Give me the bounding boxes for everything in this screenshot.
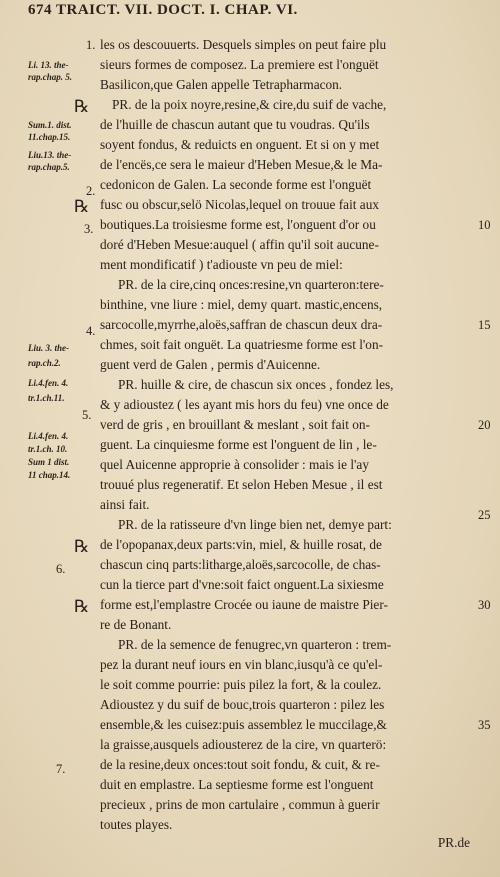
text-line: PR. de la semence de fenugrec,vn quarteron : trem- xyxy=(118,637,392,652)
text-line: la graisse,ausquels adiousterez de la cire, vn quarterö: xyxy=(100,737,387,752)
text-line: de la resine,deux onces:tout soit fondu, & cuit, & re- xyxy=(100,757,380,772)
text-line: Basilicon,que Galen appelle Tetrapharmacon. xyxy=(100,77,343,92)
margin-reference: Liu. 3. the- xyxy=(28,343,70,353)
text-line: sarcocolle,myrrhe,aloës,saffran de chascun deux dra- xyxy=(100,317,383,332)
margin-reference: rap.chap.5. xyxy=(28,162,70,172)
text-line: ainsi fait. xyxy=(100,497,150,512)
line-number: 25 xyxy=(478,508,491,522)
text-line: soyent fondus, & reduicts en onguent. Et si on y met xyxy=(100,137,380,152)
text-line: ment mondificatif ) t'adiouste vn peu de miel: xyxy=(100,257,343,272)
recipe-symbol-icon: ℞ xyxy=(74,97,90,116)
line-number: 30 xyxy=(478,598,491,612)
text-line: cedonicon de Galen. La seconde forme est l'onguët xyxy=(100,177,372,192)
text-line: Adioustez y du suif de bouc,trois quarteron : pilez les xyxy=(100,697,385,712)
text-line: doré d'Heben Mesue:auquel ( affin qu'il soit aucune- xyxy=(100,237,379,252)
text-line: cun la tierce part d'vne:soit faict onguent.La sixiesme xyxy=(100,577,384,592)
text-line: guent. La cinquiesme forme est l'onguent de lin , le- xyxy=(100,437,377,452)
text-line: sieurs formes de composez. La premiere est l'onguët xyxy=(100,57,379,72)
margin-reference: 11.chap.15. xyxy=(28,132,71,142)
text-line: le soit comme pourrie: puis pilez la fort, & la coulez. xyxy=(100,677,382,692)
text-line: precieux , prins de mon cartulaire , commun à guerir xyxy=(100,797,380,812)
section-number: 5. xyxy=(82,408,92,422)
text-line: trouué plus regeneratif. Et selon Heben Mesue , il est xyxy=(100,477,383,492)
text-line: fusc ou obscur,selö Nicolas,lequel on trouue fait aux xyxy=(100,197,379,212)
text-line: chascun cinq parts:litharge,aloës,sarcocolle, de chas- xyxy=(100,557,381,572)
section-number: 4. xyxy=(86,324,96,338)
text-line: binthine, vne liure : miel, demy quart. mastic,encens, xyxy=(100,297,383,312)
margin-reference: Li.4.fen. 4. xyxy=(28,431,69,441)
recipe-symbol-icon: ℞ xyxy=(74,537,90,556)
text-line: PR. de la ratisseure d'vn linge bien net, demye part: xyxy=(118,517,392,532)
text-line: PR. de la cire,cinq onces:resine,vn quarteron:tere- xyxy=(118,277,384,292)
section-number: 3. xyxy=(84,222,94,236)
text-line: duit en emplastre. La septiesme forme est l'onguent xyxy=(100,777,374,792)
margin-reference: rap.ch.2. xyxy=(28,358,61,368)
text-line: quel Auicenne approprie à consolider : mais ie l'ay xyxy=(100,457,369,472)
margin-reference: tr.1.ch.11. xyxy=(28,393,65,403)
section-number: 2. xyxy=(86,184,96,198)
margin-reference: Sum 1 dist. xyxy=(28,457,70,467)
line-number: 15 xyxy=(478,318,491,332)
text-line: ensemble,& les cuisez:puis assemblez le muccilage,& xyxy=(100,717,387,732)
margin-reference: 11 chap.14. xyxy=(28,470,71,480)
margin-reference: Li. 13. the- xyxy=(28,60,69,70)
text-line: verd de gris , en brouillant & meslant , soit fait on- xyxy=(100,417,370,432)
text-line: guent verd de Galen , permis d'Auicenne. xyxy=(100,357,321,372)
margin-reference: rap.chap. 5. xyxy=(28,72,73,82)
text-line: pez la durant neuf iours en vin blanc,iusqu'à ce qu'el- xyxy=(100,657,383,672)
text-line: les os descouuerts. Desquels simples on peut faire plu xyxy=(100,37,387,52)
running-header: 674 TRAICT. VII. DOCT. I. CHAP. VI. xyxy=(28,2,298,18)
section-number: 7. xyxy=(56,762,66,776)
catchword: PR.de xyxy=(437,835,470,850)
line-number: 10 xyxy=(478,218,491,232)
line-number: 35 xyxy=(478,718,491,732)
text-line: & y adioustez ( les ayant mis hors du feu) vne once de xyxy=(100,397,389,412)
text-line: de l'opopanax,deux parts:vin, miel, & huille rosat, de xyxy=(100,537,382,552)
text-line: forme est,l'emplastre Crocée ou iaune de maistre Pier- xyxy=(100,597,388,612)
line-number: 20 xyxy=(478,418,491,432)
text-line: boutiques.La troisiesme forme est, l'onguent d'or ou xyxy=(100,217,376,232)
margin-reference: Liu.13. the- xyxy=(28,150,72,160)
recipe-symbol-icon: ℞ xyxy=(74,197,90,216)
text-line: toutes playes. xyxy=(100,817,173,832)
margin-reference: Li.4.fen. 4. xyxy=(28,378,69,388)
margin-reference: tr.1.ch. 10. xyxy=(28,444,68,454)
text-line: re de Bonant. xyxy=(100,617,172,632)
text-line: PR. de la poix noyre,resine,& cire,du suif de vache, xyxy=(112,97,387,112)
margin-reference: Sum.1. dist. xyxy=(28,120,72,130)
recipe-symbol-icon: ℞ xyxy=(74,597,90,616)
section-number: 1. xyxy=(86,38,96,52)
text-line: de l'huille de chascun autant que tu voudras. Qu'ils xyxy=(100,117,370,132)
section-number: 6. xyxy=(56,562,66,576)
text-line: de l'encës,ce sera le maieur d'Heben Mesue,& le Ma- xyxy=(100,157,383,172)
text-line: chmes, soit fait onguët. La quatriesme forme est l'on- xyxy=(100,337,384,352)
text-line: PR. huille & cire, de chascun six onces , fondez les, xyxy=(118,377,394,392)
